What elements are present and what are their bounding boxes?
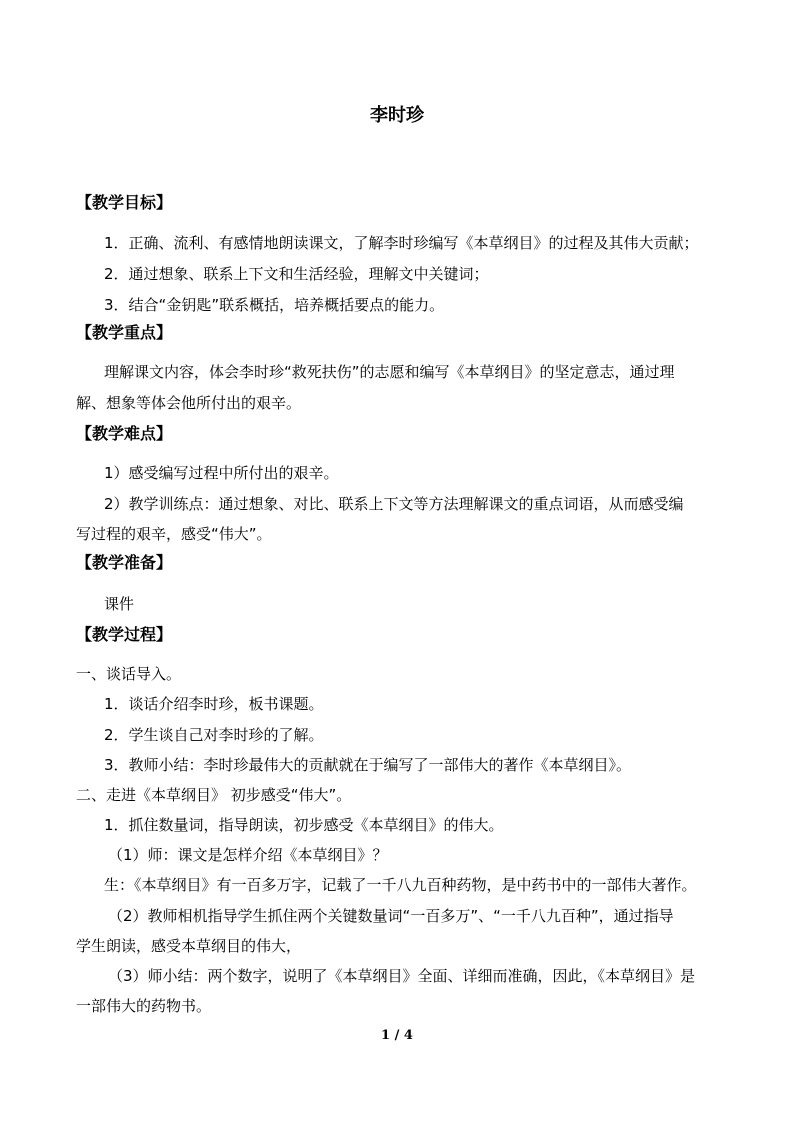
page-title: 李时珍: [370, 105, 424, 126]
section-heading-key-points: 【教学重点】: [76, 323, 173, 342]
process-line: 2．学生谈自己对李时珍的了解。: [104, 726, 324, 744]
section-heading-goals: 【教学目标】: [76, 193, 173, 212]
section-heading-process: 【教学过程】: [76, 625, 173, 644]
paragraph-line: 1）感受编写过程中所付出的艰辛。: [104, 464, 339, 482]
paragraph-line: 2）教学训练点：通过想象、对比、联系上下文等方法理解课文的重点词语，从而感受编: [104, 495, 684, 513]
process-line: 生：《本草纲目》有一百多万字，记载了一千八九百种药物，是中药书中的一部伟大著作。: [104, 876, 697, 894]
process-line: 一部伟大的药物书。: [76, 997, 212, 1015]
process-line: （3）师小结：两个数字，说明了《本草纲目》全面、详细而准确，因此，《本草纲目》是: [108, 967, 696, 985]
process-line: （1）师：课文是怎样介绍《本草纲目》？: [108, 846, 388, 864]
process-line: 1．抓住数量词，指导朗读，初步感受《本草纲目》的伟大。: [104, 816, 504, 834]
page-number: 1 / 4: [381, 1028, 413, 1043]
process-line: （2）教师相机指导学生抓住两个关键数量词“一百多万”、“一千八九百种”，通过指导: [108, 907, 674, 925]
paragraph-line: 理解课文内容，体会李时珍“救死扶伤”的志愿和编写《本草纲目》的坚定意志，通过理: [104, 363, 675, 381]
preparation-text: 课件: [104, 595, 135, 613]
goal-item: 2．通过想象、联系上下文和生活经验，理解文中关键词；: [104, 265, 489, 283]
section-heading-preparation: 【教学准备】: [76, 553, 173, 572]
process-line: 学生朗读，感受本草纲目的伟大，: [76, 937, 302, 955]
goal-item: 1．正确、流利、有感情地朗读课文，了解李时珍编写《本草纲目》的过程及其伟大贡献；: [104, 234, 699, 252]
section-heading-difficulties: 【教学难点】: [76, 424, 173, 443]
process-line: 二、走进《本草纲目》 初步感受“伟大”。: [76, 786, 352, 804]
paragraph-line: 解、想象等体会他所付出的艰辛。: [76, 394, 302, 412]
goal-item: 3．结合“金钥匙”联系概括，培养概括要点的能力。: [104, 296, 445, 314]
process-line: 一、谈话导入。: [76, 665, 182, 683]
process-line: 3．教师小结：李时珍最伟大的贡献就在于编写了一部伟大的著作《本草纲目》。: [104, 756, 632, 774]
paragraph-line: 写过程的艰辛，感受“伟大”。: [76, 525, 272, 543]
process-line: 1．谈话介绍李时珍，板书课题。: [104, 695, 324, 713]
